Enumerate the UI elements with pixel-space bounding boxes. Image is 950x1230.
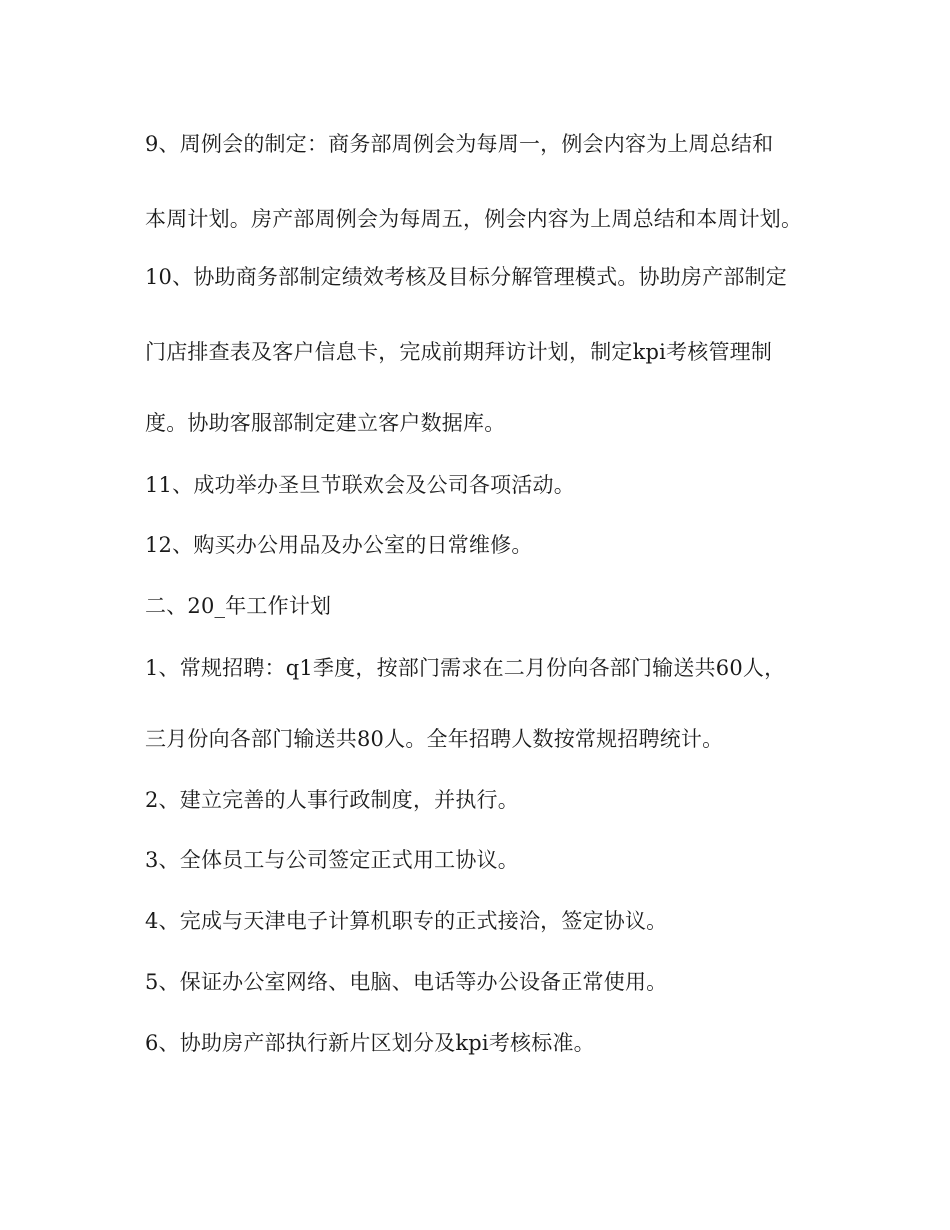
paragraph-line: 10、协助商务部制定绩效考核及目标分解管理模式。协助房产部制定 [145, 265, 787, 289]
paragraph-line: 3、全体员工与公司签定正式用工协议。 [145, 848, 519, 872]
paragraph-line: 门店排查表及客户信息卡，完成前期拜访计划，制定kpi考核管理制 [145, 340, 773, 364]
paragraph-line: 度。协助客服部制定建立客户数据库。 [145, 411, 506, 435]
paragraph-line: 三月份向各部门输送共80人。全年招聘人数按常规招聘统计。 [145, 727, 724, 751]
paragraph-line: 9、周例会的制定：商务部周例会为每周一，例会内容为上周总结和 [145, 132, 774, 156]
paragraph-line: 1、常规招聘：q1季度，按部门需求在二月份向各部门输送共60人， [145, 656, 786, 680]
section-heading: 二、20_年工作计划 [145, 594, 332, 618]
paragraph-line: 6、协助房产部执行新片区划分及kpi考核标准。 [145, 1031, 595, 1055]
paragraph-line: 本周计划。房产部周例会为每周五，例会内容为上周总结和本周计划。 [145, 207, 803, 231]
paragraph-line: 4、完成与天津电子计算机职专的正式接洽，签定协议。 [145, 909, 668, 933]
paragraph-line: 2、建立完善的人事行政制度，并执行。 [145, 788, 519, 812]
paragraph-line: 12、购买办公用品及办公室的日常维修。 [145, 533, 533, 557]
paragraph-line: 5、保证办公室网络、电脑、电话等办公设备正常使用。 [145, 970, 668, 994]
paragraph-line: 11、成功举办圣旦节联欢会及公司各项活动。 [145, 473, 575, 497]
